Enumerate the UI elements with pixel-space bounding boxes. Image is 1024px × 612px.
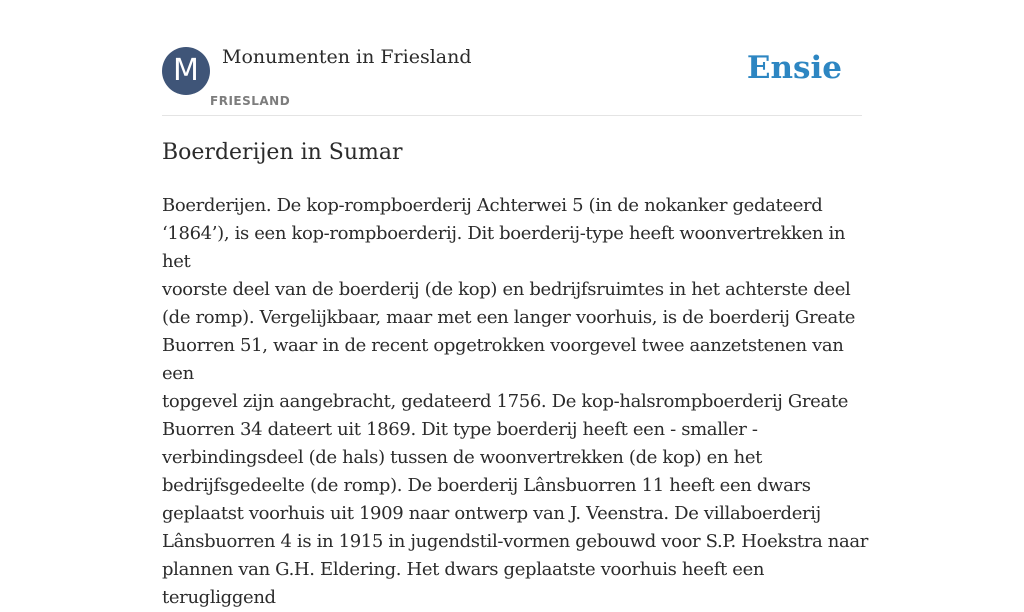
header-divider xyxy=(162,115,862,116)
article-title: Boerderijen in Sumar xyxy=(162,140,403,165)
source-category-label[interactable]: FRIESLAND xyxy=(210,94,291,108)
source-avatar[interactable]: M xyxy=(162,47,210,95)
article-body: Boerderijen. De kop-rompboerderij Achterwei 5 (in de nokanker gedateerd ‘1864’), is een kop-rompboerderij. Dit boerderij-type heeft woonvertrekken in het voorste deel van de boerderij (de kop) en bedrijfsruimtes in het achterste deel (de romp). Vergelijkbaar, maar met een langer voorhuis, is de boerderij Greate Buorren 51, waar in de recent opgetrokken voorgevel twee aanzetstenen van een topgevel zijn aangebracht, gedateerd 1756. De kop-halsrompboerderij Greate Buorren 34 dateert uit 1869. Dit type boerderij heeft een - smaller - verbindingsdeel (de hals) tussen de woonvertrekken (de kop) en het bedrijfsgedeelte (de romp). De boerderij Lânsbuorren 11 heeft een dwars geplaatst voorhuis uit 1909 naar ontwerp van J. Veenstra. De villaboerderij Lânsbuorren 4 is in 1915 in jugendstil-vormen gebouwd voor S.P. Hoekstra naar plannen van G.H. Eldering. Het dwars geplaatste voorhuis heeft een terugliggend xyxy=(162,195,868,608)
brand-logo[interactable]: Ensie xyxy=(746,50,842,86)
source-title-link[interactable]: Monumenten in Friesland xyxy=(222,46,472,68)
source-header xyxy=(162,46,862,116)
